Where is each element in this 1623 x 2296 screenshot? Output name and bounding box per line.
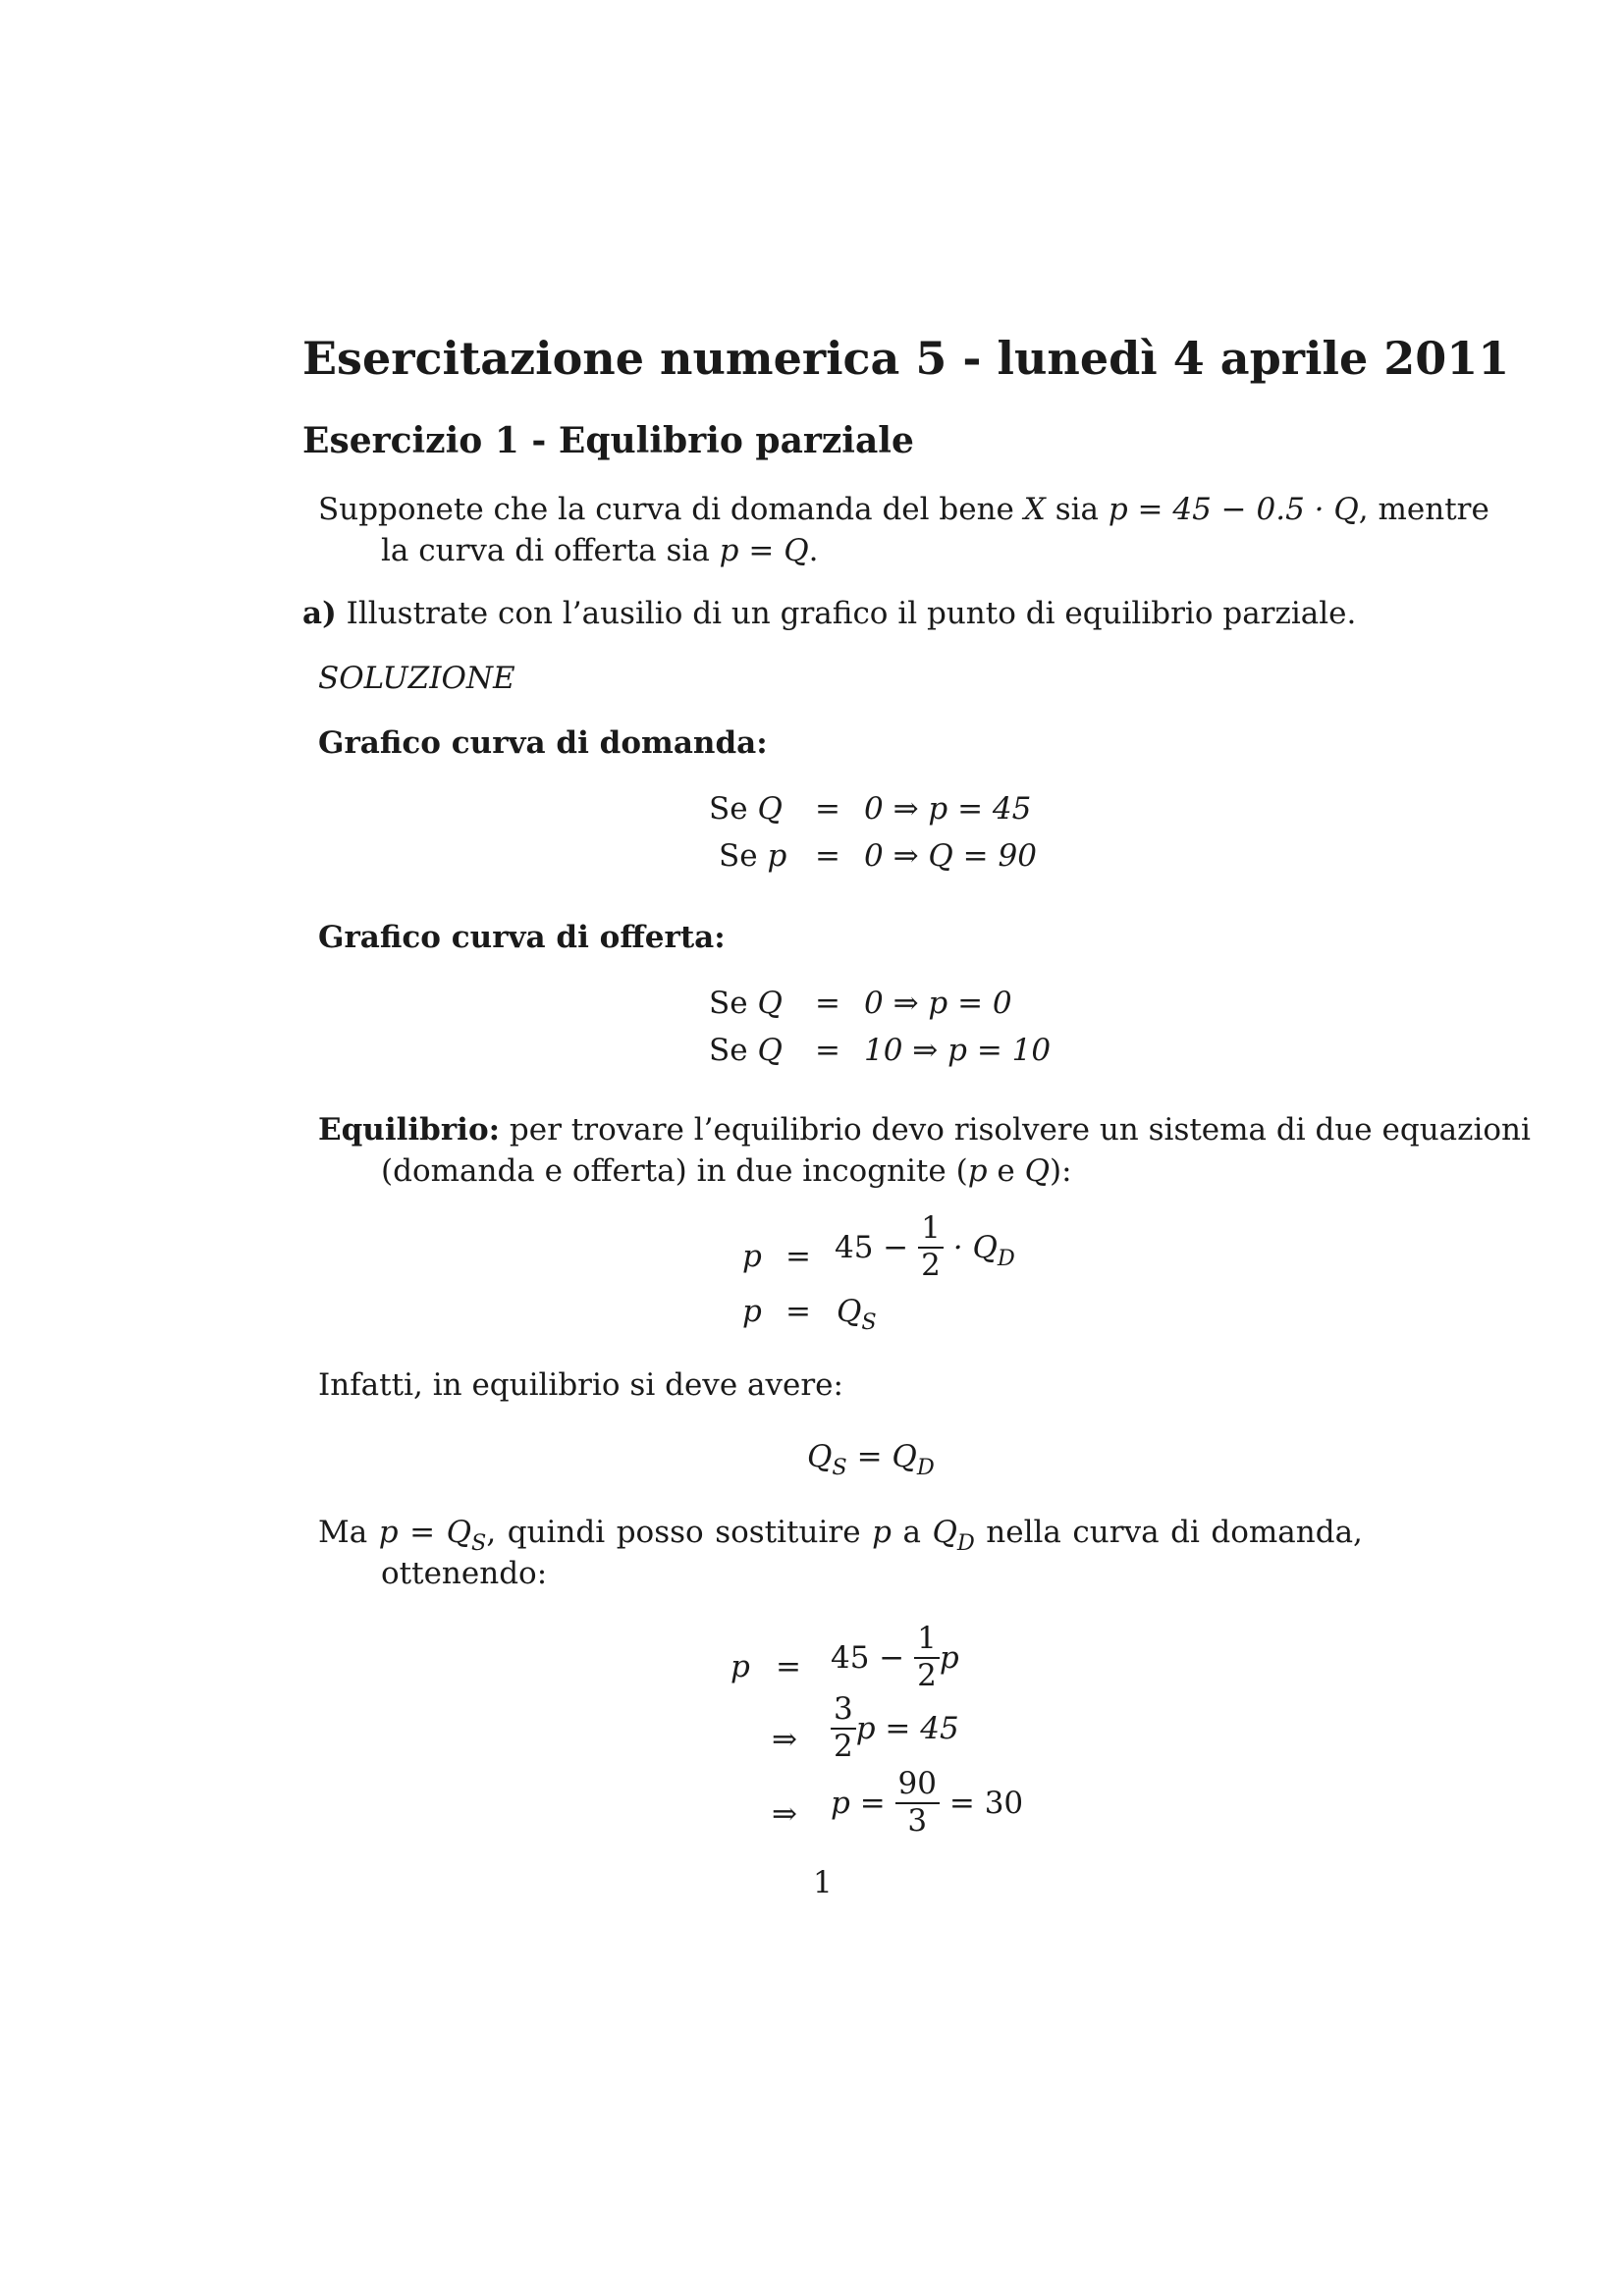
math-var: Q [757,986,783,1021]
subscript: D [997,1245,1015,1271]
math-var: Q [807,1439,833,1474]
se-word: Se [719,838,768,874]
se-word: Se [709,791,758,827]
intro-line-2 [381,530,818,571]
solution-row-3-rel: ⇒ [772,1796,797,1832]
good-variable: X [1023,492,1046,527]
supply-equation: p = Q [719,533,809,568]
system-row-2-rel: = [785,1294,811,1329]
solution-label: SOLUZIONE [318,661,515,696]
math-term: = 30 [948,1786,1024,1822]
math-var: p [939,1640,959,1677]
fraction [918,1211,944,1283]
fraction-denominator: 2 [914,1657,940,1694]
word: sostituire [715,1515,861,1550]
word: curva [1072,1515,1160,1550]
intro-text: Supponete che la curva di domanda del bene [318,492,1024,527]
system-row-2-lhs: p [742,1294,762,1329]
demand-row-2 [719,838,786,874]
demand-row-1-rel: = [815,791,840,827]
system-row-1-lhs: p [742,1239,762,1274]
math-term: p = 45 [855,1711,959,1747]
word: quindi [507,1515,606,1550]
equilibrium-line-1 [318,1109,1531,1150]
math-term: = Q [846,1439,917,1474]
solution-row-2-rel: ⇒ [772,1722,797,1757]
system-row-1-rel: = [785,1239,811,1274]
math-var: p [378,1515,399,1550]
intro-text: , mentre [1358,492,1489,527]
fraction-numerator: 3 [834,1691,853,1727]
subscript: D [956,1529,975,1556]
demand-row-1 [709,791,783,827]
fraction-denominator: 3 [895,1802,940,1840]
demand-row-2-rel: = [815,838,840,874]
math-var: p [767,838,787,874]
solution-row-3-rhs [831,1766,1024,1841]
demand-equation: p = 45 − 0.5 · Q [1108,492,1359,527]
math-term: · Q [952,1230,998,1266]
ma-line-2: ottenendo: [381,1556,548,1591]
math-term: p = [831,1786,886,1822]
subscript: S [471,1529,487,1556]
se-word: Se [709,986,758,1021]
math-var: Q [932,1515,957,1550]
math-term: 45 − [835,1230,909,1266]
subscript: D [916,1454,935,1480]
demand-row-1-rhs: 0 ⇒ p = 45 [864,791,1032,827]
intro-line-1 [318,489,1489,530]
equilibrium-text: (domanda e offerta) in due incognite ( [381,1153,968,1189]
equilibrium-condition [807,1439,935,1480]
supply-row-2-rhs: 10 ⇒ p = 10 [864,1033,1052,1068]
exercise-title: Esercizio 1 - Equlibrio parziale [302,420,914,461]
equilibrium-text: per trovare l’equilibrio devo risolvere un sistema di due equazioni [500,1112,1531,1148]
system-row-2-rhs [837,1294,877,1335]
fraction [831,1692,856,1764]
word: di [1170,1515,1200,1550]
solution-row-1-rhs [831,1621,959,1695]
supply-row-1-rhs: 0 ⇒ p = 0 [864,986,1012,1021]
word: nella [986,1515,1061,1550]
math-var: p [872,1515,892,1550]
infatti-text: Infatti, in equilibrio si deve avere: [318,1367,843,1403]
subscript: S [861,1308,877,1335]
math-var: p [967,1153,988,1189]
word: Ma [318,1515,368,1550]
math-rel: = [409,1515,436,1550]
supply-heading: Grafico curva di offerta: [318,920,726,955]
supply-row-1-rel: = [815,986,840,1021]
math-var: Q [757,1033,783,1068]
intro-text: la curva di offerta sia [381,533,720,568]
math-var: Q [837,1294,862,1329]
intro-text: sia [1045,492,1109,527]
equilibrium-text: e [987,1153,1025,1189]
solution-row-1-rel: = [776,1649,801,1684]
demand-row-2-rhs: 0 ⇒ Q = 90 [864,838,1037,874]
system-row-1-rhs [835,1210,1015,1285]
intro-text: . [808,533,819,568]
equilibrium-line-2 [381,1150,1072,1192]
solution-row-2-rhs [831,1691,959,1766]
equilibrium-text: ): [1050,1153,1072,1189]
question-label: a) [302,596,337,631]
fraction-numerator: 1 [921,1210,941,1246]
math-var: Q [1024,1153,1051,1189]
math-term: 45 − [831,1640,905,1677]
supply-row-2-rel: = [815,1033,840,1068]
equilibrium-label: Equilibrio: [318,1112,501,1148]
solution-row-1-lhs: p [730,1649,750,1684]
fraction [914,1622,940,1693]
subscript: S [832,1454,847,1480]
se-word: Se [709,1033,758,1068]
word: domanda, [1211,1515,1363,1550]
page-number: 1 [813,1865,833,1900]
math-var: Q [446,1515,472,1550]
punctuation: , [486,1515,497,1550]
word: posso [616,1515,704,1550]
fraction-denominator: 2 [831,1728,856,1765]
math-var: Q [757,791,783,827]
fraction-numerator: 1 [917,1621,937,1656]
fraction-numerator: 90 [897,1766,937,1801]
question-text: Illustrate con l’ausilio di un grafico il punto di equilibrio parziale. [346,596,1357,631]
supply-row-2 [709,1033,783,1068]
fraction [895,1767,940,1839]
supply-row-1 [709,986,783,1021]
fraction-denominator: 2 [918,1247,944,1284]
demand-heading: Grafico curva di domanda: [318,725,768,761]
question-a [302,593,1356,634]
word: a [902,1515,921,1550]
page-title: Esercitazione numerica 5 - lunedì 4 aprile 2011 [302,332,1510,385]
